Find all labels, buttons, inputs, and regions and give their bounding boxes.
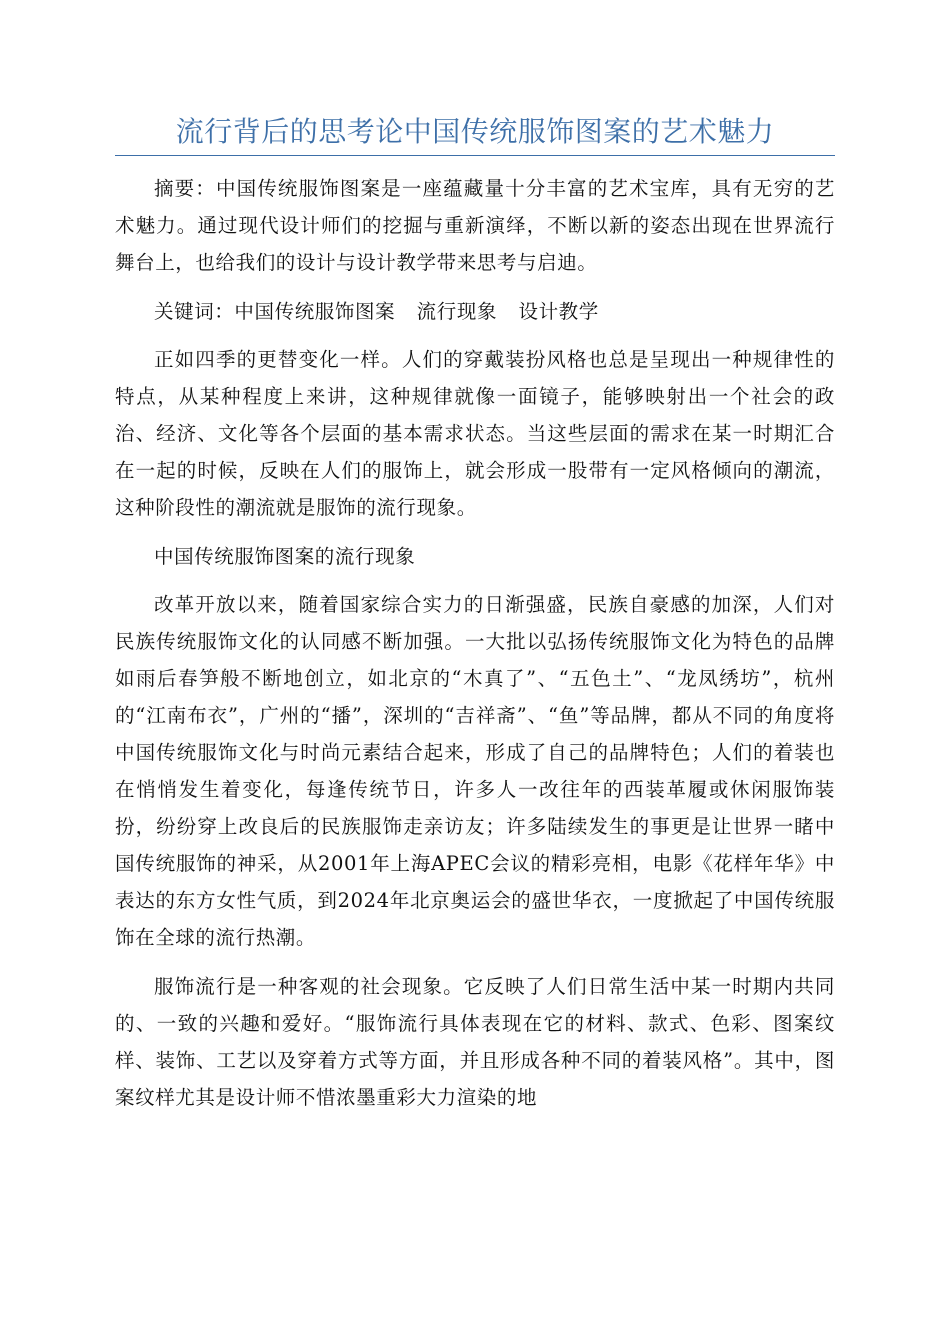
section-heading: 中国传统服饰图案的流行现象 <box>154 545 416 568</box>
document-body <box>115 170 835 1128</box>
keyword-item: 设计教学 <box>518 300 599 323</box>
abstract-paragraph: 摘要：中国传统服饰图案是一座蕴藏量十分丰富的艺术宝库，具有无穷的艺术魅力。通过现代设计师们的挖掘与重新演绎，不断以新的姿态出现在世界流行舞台上，也给我们的设计与设计教学带来思考与启迪。 <box>115 177 835 274</box>
reform-paragraph: 改革开放以来，随着国家综合实力的日渐强盛，民族自豪感的加深，人们对民族传统服饰文化的认同感不断加强。一大批以弘扬传统服饰文化为特色的品牌如雨后春笋般不断地创立，如北京的“木真了”、“五色土”、“龙凤绣坊”，杭州的“江南布衣”，广州的“播”，深圳的“吉祥斋”、“鱼”等品牌，都从不同的角度将中国传统服饰文化与时尚元素结合起来，形成了自己的品牌特色；人们的着装也在悄悄发生着变化，每逢传统节日，许多人一改往年的西装革履或休闲服饰装扮，纷纷穿上改良后的民族服饰走亲访友；许多陆续发生的事更是让世界一睹中国传统服饰的神采，从2001年上海APEC会议的精彩亮相，电影《花样年华》中表达的东方女性气质，到2024年北京奥运会的盛世华衣，一度掀起了中国传统服饰在全球的流行热潮。 <box>115 593 835 949</box>
keywords-label: 关键词：中国传统服饰图案 <box>154 300 396 323</box>
intro-paragraph: 正如四季的更替变化一样。人们的穿戴装扮风格也总是呈现出一种规律性的特点，从某种程度上来讲，这种规律就像一面镜子，能够映射出一个社会的政治、经济、文化等各个层面的基本需求状态。当这些层面的需求在某一时期汇合在一起的时候，反映在人们的服饰上，就会形成一股带有一定风格倾向的潮流，这种阶段性的潮流就是服饰的流行现象。 <box>115 348 835 519</box>
keywords-line <box>115 293 835 330</box>
page-title: 流行背后的思考论中国传统服饰图案的艺术魅力 <box>175 115 775 148</box>
keyword-item: 流行现象 <box>416 300 498 323</box>
title-underline <box>115 155 835 156</box>
fashion-paragraph: 服饰流行是一种客观的社会现象。它反映了人们日常生活中某一时期内共同的、一致的兴趣和爱好。“服饰流行具体表现在它的材料、款式、色彩、图案纹样、装饰、工艺以及穿着方式等方面，并且形成各种不同的着装风格”。其中，图案纹样尤其是设计师不惜浓墨重彩大力渲染的地 <box>115 975 835 1109</box>
